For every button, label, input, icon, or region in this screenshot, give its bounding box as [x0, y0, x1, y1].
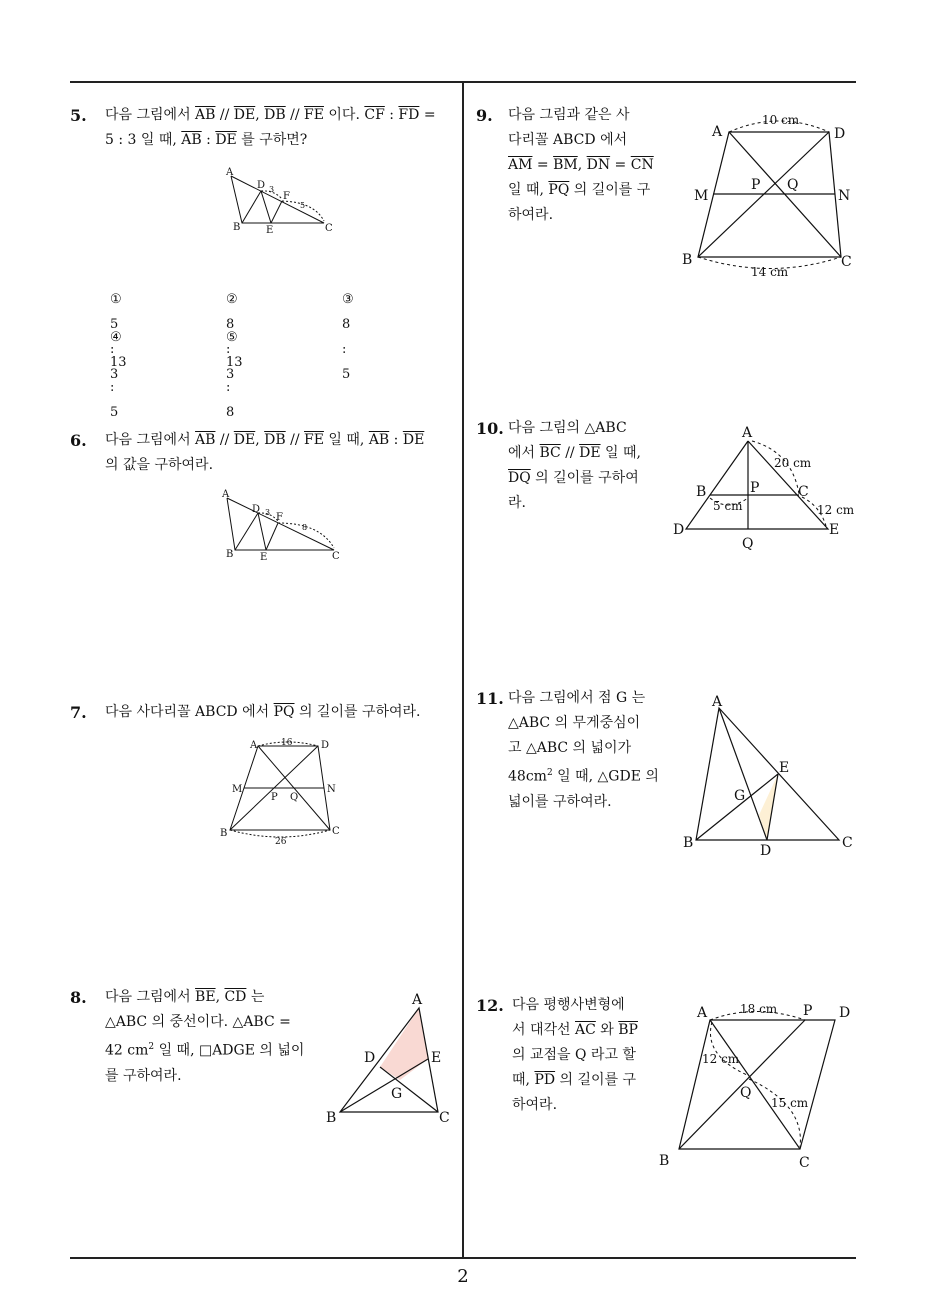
choice-3[interactable]: ③ 8 : 5	[342, 292, 354, 382]
label-16: 16	[281, 738, 293, 748]
figure-triangle-parallels	[220, 487, 342, 563]
label-c: C	[798, 484, 809, 500]
choice-1[interactable]: ① 5 : 3	[110, 292, 122, 382]
label-a: A	[222, 489, 230, 500]
problem-text: 다음 그림에서 $\overline{AB} // \overline{DE}$, $\overline{DB} // \overline{FE}$ 일 때, $\overline{AB}$ : $\overline{DE}$ 의 값을 구하여라.	[105, 432, 425, 473]
label-a: A	[412, 992, 423, 1008]
label-c: C	[799, 1155, 810, 1171]
label-b: B	[659, 1153, 670, 1169]
choice-4[interactable]: ④ 13 : 5	[110, 330, 127, 420]
label-e: E	[829, 522, 840, 538]
column-divider	[462, 81, 464, 1259]
label-n: N	[327, 784, 336, 795]
label-a: A	[250, 740, 258, 751]
label-d: D	[257, 180, 266, 191]
label-18cm: 18 cm	[740, 1002, 778, 1016]
label-g: G	[391, 1086, 403, 1102]
label-c: C	[332, 826, 340, 837]
figure-parallelogram	[655, 995, 860, 1175]
label-d: D	[673, 522, 685, 538]
label-20cm: 20 cm	[774, 456, 812, 470]
label-n: N	[838, 188, 851, 204]
page-number: 2	[457, 1266, 469, 1287]
label-f: F	[276, 512, 283, 523]
label-c: C	[325, 223, 333, 234]
label-c: C	[842, 835, 853, 851]
problem-number: 5.	[70, 106, 87, 125]
problem-number: 9.	[476, 106, 493, 125]
label-a: A	[712, 124, 723, 140]
choice-5[interactable]: ⑤ 13 : 8	[226, 330, 243, 420]
figure-triangle-medians	[322, 990, 454, 1124]
figure-triangle-parallel	[672, 422, 856, 556]
label-p: P	[271, 792, 278, 803]
label-e: E	[266, 225, 274, 236]
label-b: B	[233, 222, 241, 233]
label-26: 26	[275, 837, 287, 847]
problem-number: 6.	[70, 431, 87, 450]
label-12cm: 12 cm	[817, 503, 855, 517]
choice-2[interactable]: ② 8 : 3	[226, 292, 238, 382]
label-c: C	[332, 551, 340, 562]
label-3: 3	[269, 185, 275, 194]
label-a: A	[226, 167, 234, 178]
problem-text: 다음 그림의 △ABC 에서 $\overline{BC} // \overline{DE}$ 일 때, $\overline{DQ}$ 의 길이를 구하여 라.	[508, 420, 641, 511]
label-d: D	[252, 504, 261, 515]
label-d: D	[834, 126, 846, 142]
label-b: B	[326, 1110, 337, 1126]
label-e: E	[779, 760, 790, 776]
label-10cm: 10 cm	[762, 113, 800, 127]
label-e: E	[431, 1050, 442, 1066]
problem-text: 다음 그림과 같은 사 다리꼴 ABCD 에서 $\overline{AM} = \overline{BM}$, $\overline{DN} = \overline{CN}$ 일 때, $\overline{PQ}$ 의 길이를 구 하여라.	[508, 107, 654, 223]
label-m: M	[232, 784, 243, 795]
label-b: B	[683, 835, 694, 851]
label-p: P	[803, 1003, 813, 1019]
figure-trapezoid	[680, 108, 860, 283]
figure-trapezoid	[220, 736, 344, 848]
label-b: B	[226, 549, 234, 560]
figure-triangle-parallels	[224, 166, 336, 236]
problem-number: 8.	[70, 988, 87, 1007]
label-a: A	[712, 694, 723, 710]
label-12cm: 12 cm	[702, 1052, 740, 1066]
label-q: Q	[742, 536, 754, 552]
label-q: Q	[740, 1085, 752, 1101]
label-b: B	[696, 484, 707, 500]
label-d: D	[760, 843, 772, 859]
label-m: M	[694, 188, 709, 204]
problem-text: 다음 사다리꼴 ABCD 에서 $\overline{PQ}$ 의 길이를 구하여라.	[105, 704, 421, 720]
label-d: D	[839, 1005, 851, 1021]
label-8: 8	[302, 523, 308, 532]
label-q: Q	[787, 177, 799, 193]
label-15cm: 15 cm	[771, 1096, 809, 1110]
label-p: P	[751, 177, 761, 193]
problem-number: 7.	[70, 703, 87, 722]
label-5: 5	[300, 201, 306, 210]
label-c: C	[841, 254, 852, 270]
label-c: C	[439, 1110, 450, 1126]
label-d: D	[364, 1050, 376, 1066]
label-d: D	[321, 740, 330, 751]
label-14cm: 14 cm	[751, 265, 789, 279]
label-3: 3	[265, 508, 271, 517]
label-p: P	[750, 480, 760, 496]
problem-text: 다음 그림에서 $\overline{BE}$, $\overline{CD}$ 는 △ABC 의 중선이다. △ABC = 42 $cm^2$ 일 때, □ADGE 의 넓이 를 구하여라.	[105, 989, 305, 1084]
problem-text: 다음 평행사변형에 서 대각선 $\overline{AC}$ 와 $\overline{BP}$ 의 교점을 Q 라고 할 때, $\overline{PD}$ 의 길이를 구 하여라.	[512, 997, 638, 1113]
problem-number: 10.	[476, 419, 504, 438]
problem-text: 다음 그림에서 점 G 는 △ABC 의 무게중심이 고 △ABC 의 넓이가 $48cm^2$ 일 때, △GDE 의 넓이를 구하여라.	[508, 690, 659, 810]
label-f: F	[283, 191, 290, 202]
label-a: A	[742, 425, 753, 441]
figure-triangle-centroid	[680, 690, 860, 860]
problem-text: 다음 그림에서 $\overline{AB} // \overline{DE}$, $\overline{DB} // \overline{FE}$ 이다. $\overline{CF}$ : $\overline{FD}$ = 5 : 3 일 때, $\overline{AB}$ : $\overline{DE}$ 를 구하면?	[105, 107, 436, 148]
label-q: Q	[290, 792, 299, 803]
problem-number: 11.	[476, 689, 504, 708]
label-b: B	[682, 252, 693, 268]
label-g: G	[734, 788, 746, 804]
label-b: B	[220, 828, 228, 839]
label-a: A	[697, 1005, 708, 1021]
label-e: E	[260, 552, 268, 563]
label-5cm: 5 cm	[713, 499, 743, 513]
problem-number: 12.	[476, 996, 504, 1015]
